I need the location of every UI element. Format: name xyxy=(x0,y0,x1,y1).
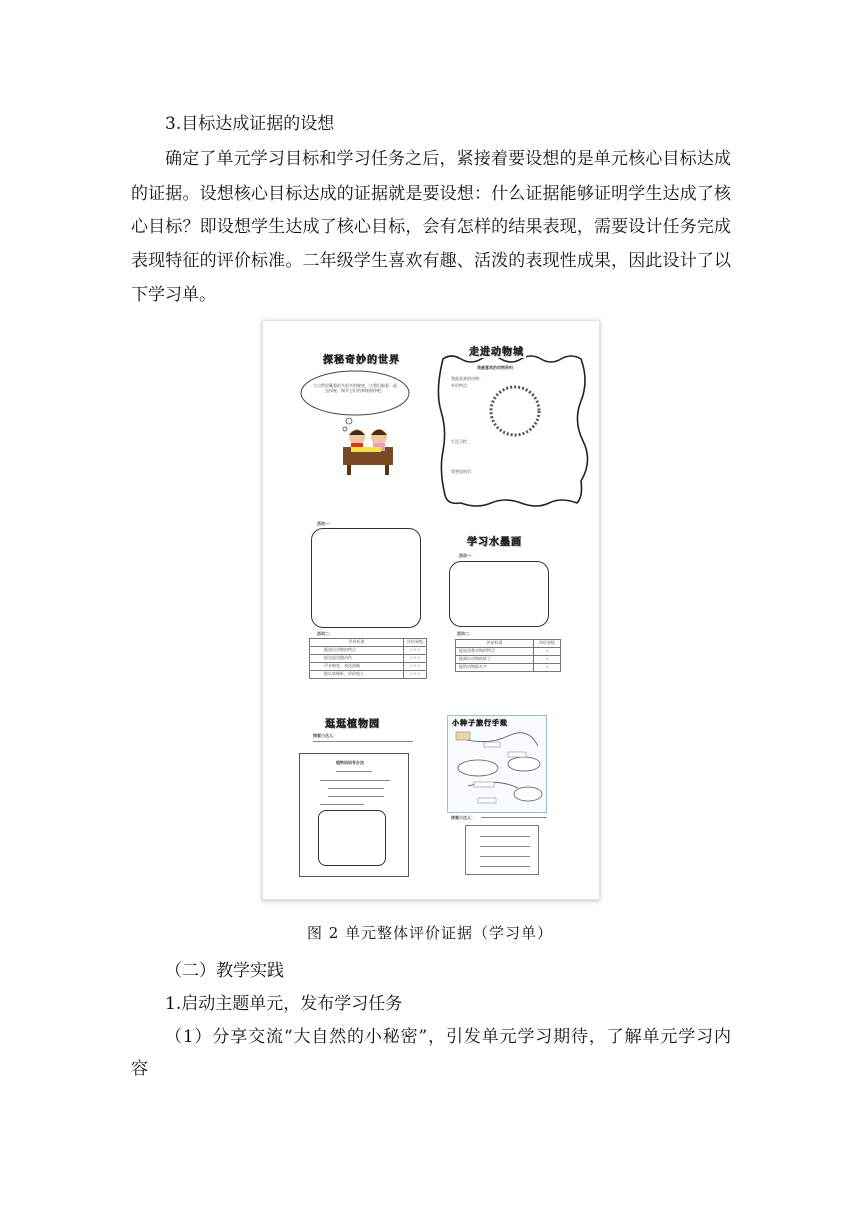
thought-cloud-illustration xyxy=(263,321,431,511)
table-header: 评价标准 xyxy=(486,640,503,645)
worksheet-figure xyxy=(262,320,600,900)
card-title: 植物妈妈有办法 xyxy=(336,760,364,765)
paragraph-line-1: 确定了单元学习目标和学习任务之后，紧接着要设想的是单元核心目标达成 xyxy=(165,149,731,169)
panel-ink-painting xyxy=(431,511,599,691)
table-cell: ☆ xyxy=(533,664,560,671)
table-cell: ☆☆☆ xyxy=(403,663,426,670)
panel-title: 学习水墨画 xyxy=(467,537,522,548)
panel-activity-left xyxy=(263,511,431,691)
panel-botanical-garden xyxy=(263,691,431,899)
panel-title: 探秘奇妙的世界 xyxy=(323,355,400,366)
table-header: 评价星级 xyxy=(403,639,426,646)
activity-label: 活动二： xyxy=(317,631,333,636)
note-card xyxy=(465,825,539,875)
table-cell: ☆ xyxy=(533,656,560,663)
drawing-box xyxy=(311,528,421,628)
activity-label: 活动二： xyxy=(457,631,473,636)
panel-animal-city xyxy=(431,321,599,511)
paragraph-line-3: 心目标？即设想学生达成了核心目标，会有怎样的结果表现，需要设计任务完成 xyxy=(131,217,731,237)
figure-caption: 图 2 单元整体评价证据（学习单） xyxy=(306,924,554,942)
table-cell: ☆☆☆ xyxy=(403,647,426,654)
table-cell: 能说出动物的特点 xyxy=(324,647,356,652)
table-header: 评价标准 xyxy=(348,639,365,644)
table-cell: 声音响亮，表达流畅 xyxy=(324,663,360,668)
panel-title: 小种子旅行手账 xyxy=(452,719,508,727)
activity-label: 活动一： xyxy=(317,521,333,526)
practice-heading: （二）教学实践 xyxy=(165,961,284,981)
panel-subtitle: 我最喜欢的动物资料 xyxy=(477,365,513,370)
bubble-text: 大自然里藏着很多很多的秘密，让我们跟着一起去探秘，揭开它们的神秘面纱吧。 xyxy=(313,383,397,393)
activity-label: 探索小达人： xyxy=(451,815,475,820)
table-header: 评价星级 xyxy=(533,640,560,647)
table-cell: ☆ xyxy=(533,648,560,655)
activity-label: 活动一： xyxy=(459,553,475,558)
panel-title: 走进动物城 xyxy=(467,343,526,358)
paragraph-line-5: 下学习单。 xyxy=(131,285,216,305)
evaluation-table xyxy=(455,639,561,672)
journey-path-illustration xyxy=(448,716,546,812)
table-cell: 能认真倾听，评价他人 xyxy=(324,671,364,676)
paragraph-line-2: 的证据。设想核心目标达成的证据就是要设想：什么证据能够证明学生达成了核 xyxy=(131,184,731,204)
practice-item-line-1: （1）分享交流“大自然的小秘密”，引发单元学习期待，了解单元学习内 xyxy=(165,1027,731,1047)
practice-item-line-2: 容 xyxy=(131,1059,148,1079)
panel-seed-journal xyxy=(431,691,599,899)
table-cell: ☆☆☆ xyxy=(403,655,426,662)
drawing-box xyxy=(318,810,386,866)
table-cell: 能给动物取名字 xyxy=(459,664,487,669)
panel-title: 逛逛植物园 xyxy=(325,719,380,730)
field-label: 生活习性： xyxy=(451,439,471,444)
table-cell: 能边说边做动作 xyxy=(324,655,352,660)
practice-subheading: 1.启动主题单元，发布学习任务 xyxy=(165,994,403,1014)
paragraph-line-4: 表现特征的评价标准。二年级学生喜欢有趣、活泼的表现性成果，因此设计了以 xyxy=(131,251,731,271)
drawing-box xyxy=(449,561,549,627)
table-cell: 能说清楚动物的特点 xyxy=(459,648,495,653)
table-cell: ☆☆☆ xyxy=(403,671,426,678)
table-cell: 能画出动物的样子 xyxy=(459,656,491,661)
activity-label: 探索小达人： xyxy=(313,733,337,738)
poem-card xyxy=(299,753,409,877)
panel-explore-world xyxy=(263,321,431,511)
section-heading: 3.目标达成证据的设想 xyxy=(165,114,335,134)
journal-map xyxy=(447,715,547,813)
field-label: 我想说的话： xyxy=(451,469,475,474)
field-label: 外形特点： xyxy=(451,383,471,388)
field-label: 我最喜欢的动物： xyxy=(451,376,483,381)
evaluation-table xyxy=(309,638,427,679)
